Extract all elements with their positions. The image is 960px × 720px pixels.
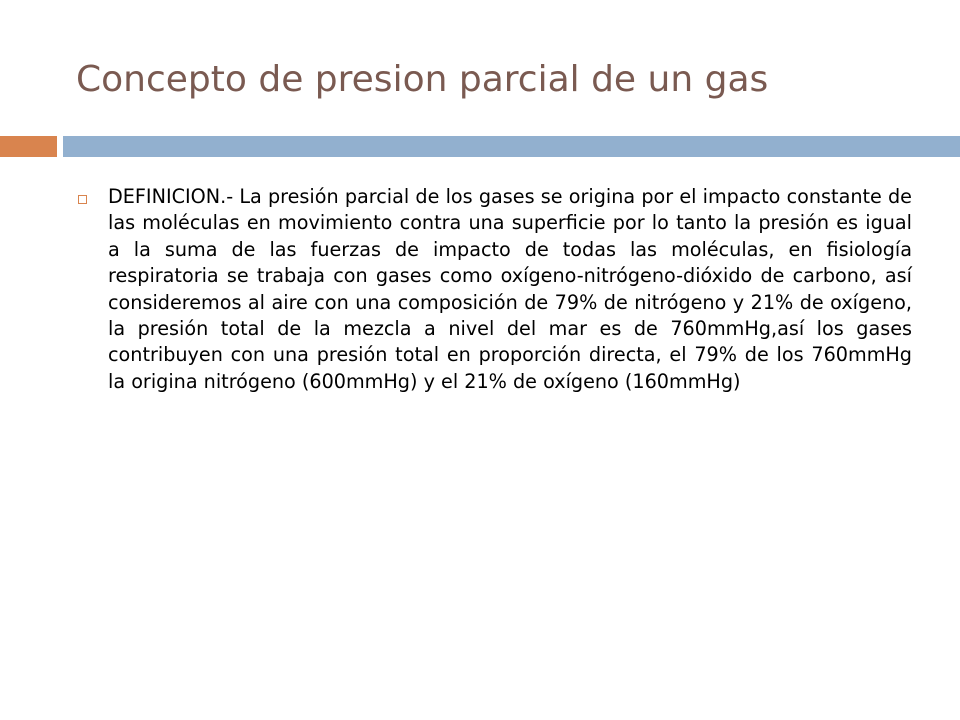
content-bullet-list — [76, 184, 912, 395]
square-bullet-icon — [78, 195, 87, 204]
bullet-text: DEFINICION.- La presión parcial de los gases se origina por el impacto constante de las moléculas en movimiento contra una superficie por lo tanto la presión es igual a la suma de las fuerzas de impacto de todas las moléculas, en fisiología respiratoria se trabaja con gases como oxígeno-nitrógeno-dióxido de carbono, así consideremos al aire con una composición de 79% de nitrógeno y 21% de oxígeno, la presión total de la mezcla a nivel del mar es de 760mmHg,así los gases contribuyen con una presión total en proporción directa, el 79% de los 760mmHg la origina nitrógeno (600mmHg) y el 21% de oxígeno (160mmHg) — [108, 185, 912, 393]
slide-title: Concepto de presion parcial de un gas — [76, 59, 769, 100]
title-accent-bar — [0, 136, 57, 157]
title-underline-bar — [63, 136, 960, 157]
list-item — [76, 184, 912, 395]
